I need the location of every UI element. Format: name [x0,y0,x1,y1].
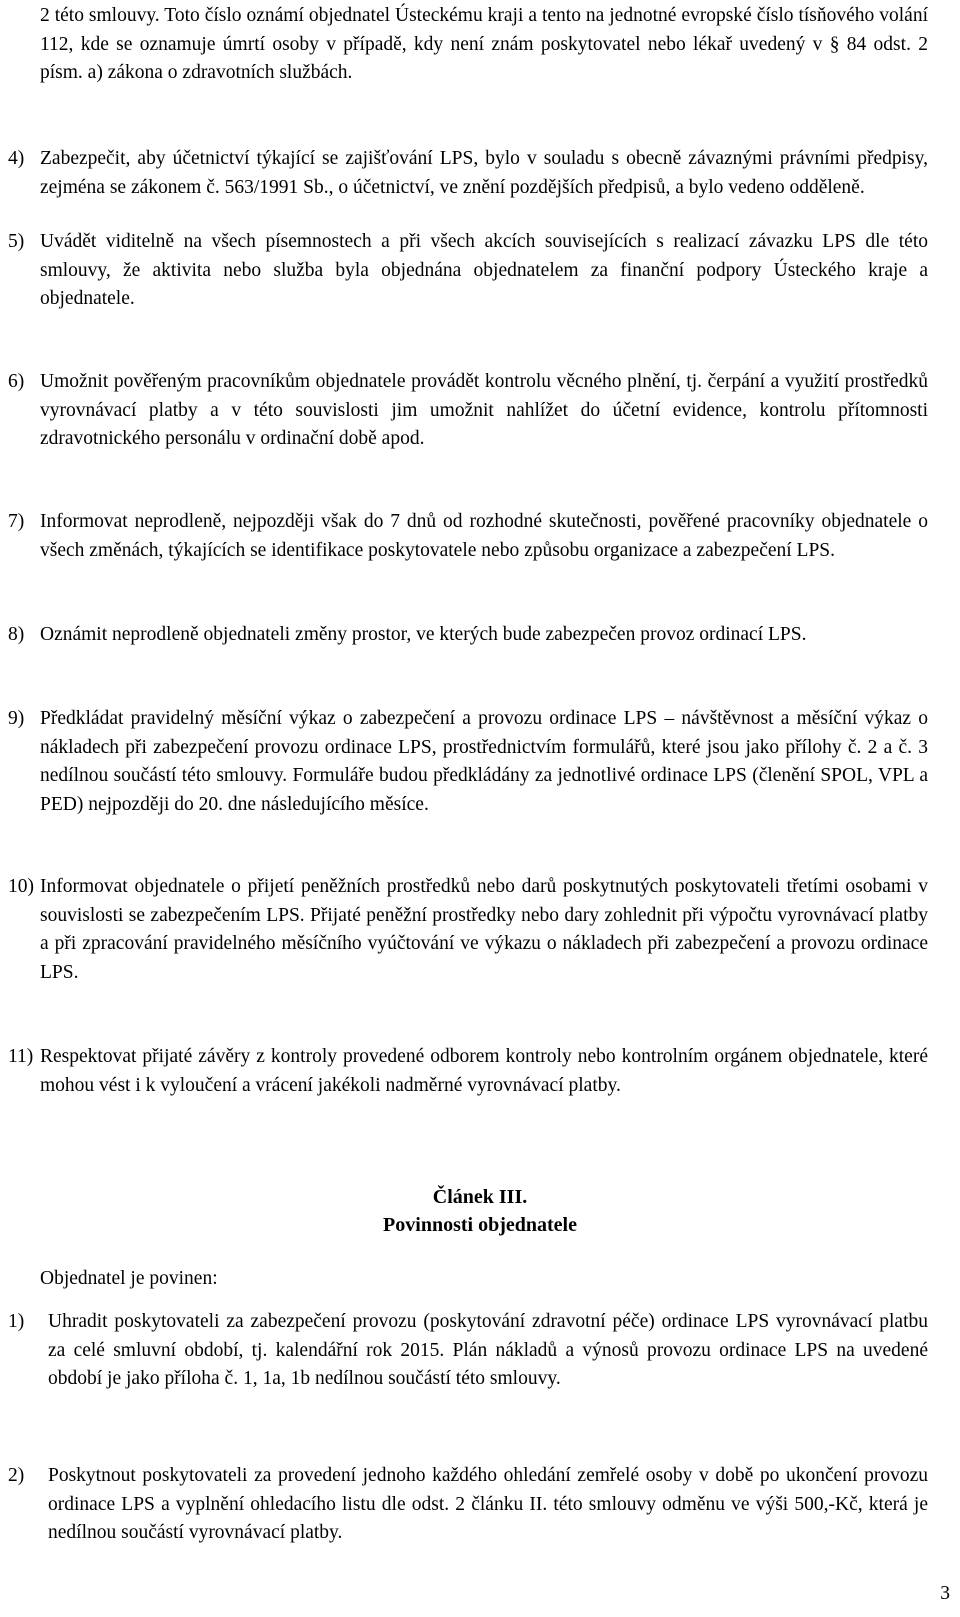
item-text: Respektovat přijaté závěry z kontroly provedené odborem kontroly nebo kontrolním orgánem objednatele, které mohou vést i k vyloučení a vrácení jakékoli nadměrné vyrovnávací platby. [40,1046,928,1096]
item-text: Informovat neprodleně, nejpozději však do 7 dnů od rozhodné skutečnosti, pověřené pracovníky objednatele o všech změnách, týkajících se identifikace poskytovatele nebo způsobu organizace a zabezpečení LPS. [40,511,928,561]
item-text: Uvádět viditelně na všech písemnostech a při všech akcích souvisejících s realizací závazku LPS dle této smlouvy, že aktivita nebo služba byla objednána objednatelem za finanční podpory Ústeckého kraje a objednatele. [40,231,928,310]
item-text: Umožnit pověřeným pracovníkům objednatele provádět kontrolu věcného plnění, tj. čerpání a využití prostředků vyrovnávací platby a v této souvislosti jim umožnit nahlížet do účetní evidence, kontrolu přítomnosti zdravotnického personálu v ordinační době apod. [40,371,928,450]
article-lead: Objednatel je povinen: [40,1268,218,1289]
article-title: Článek III. [432,1186,528,1208]
item-text: Uhradit poskytovateli za zabezpečení provozu (poskytování zdravotní péče) ordinace LPS vyrovnávací platbu za celé smluvní období, tj. kalendářní rok 2015. Plán nákladů a výnosů provozu ordinace LPS na uvedené období je jako příloha č. 1, 1a, 1b nedílnou součástí této smlouvy. [48,1311,928,1390]
item-number: 6) [8,371,25,392]
item-text: Poskytnout poskytovateli za provedení jednoho každého ohledání zemřelé osoby v době po ukončení provozu ordinace LPS a vyplnění ohledacího listu dle odst. 2 článku II. této smlouvy odměnu ve výši 500,-Kč, která je nedílnou součástí vyrovnávací platby. [48,1465,928,1544]
item-number: 5) [8,231,25,252]
item-number: 10) [8,876,34,897]
item-number: 8) [8,624,25,645]
intro-paragraph: 2 této smlouvy. Toto číslo oznámí objednatel Ústeckému kraji a tento na jednotné evropské číslo tísňového volání 112, kde se oznamuje úmrtí osoby v případě, kdy není znám poskytovatel nebo lékař uvedený v § 84 odst. 2 písm. a) zákona o zdravotních službách. [40,5,928,84]
item-number: 11) [8,1046,34,1067]
item-number: 4) [8,148,25,169]
item-number: 9) [8,708,25,729]
item-text: Informovat objednatele o přijetí peněžních prostředků nebo darů poskytnutých poskytovateli třetími osobami v souvislosti se zabezpečením LPS. Přijaté peněžní prostředky nebo dary zohlednit při výpočtu vyrovnávací platby a při zpracování pravidelného měsíčního vyúčtování ve výkazu o nákladech při zabezpečení a provozu ordinace LPS. [40,876,928,983]
item-text: Zabezpečit, aby účetnictví týkající se zajišťování LPS, bylo v souladu s obecně závaznými právními předpisy, zejména se zákonem č. 563/1991 Sb., o účetnictví, ve znění pozdějších předpisů, a bylo vedeno odděleně. [40,148,928,198]
article-subtitle: Povinnosti objednatele [383,1214,577,1236]
item-number: 2) [8,1465,25,1486]
item-text: Oznámit neprodleně objednateli změny prostor, ve kterých bude zabezpečen provoz ordinací LPS. [40,624,807,645]
item-number: 7) [8,511,25,532]
item-number: 1) [8,1311,25,1332]
item-text: Předkládat pravidelný měsíční výkaz o zabezpečení a provozu ordinace LPS – návštěvnost a měsíční výkaz o nákladech při zabezpečení provozu ordinace LPS, prostřednictvím formulářů, které jsou jako přílohy č. 2 a č. 3 nedílnou součástí této smlouvy. Formuláře budou předkládány za jednotlivé ordinace LPS (členění SPOL, VPL a PED) nejpozději do 20. dne následujícího měsíce. [40,708,928,815]
page-number: 3 [940,1583,950,1604]
